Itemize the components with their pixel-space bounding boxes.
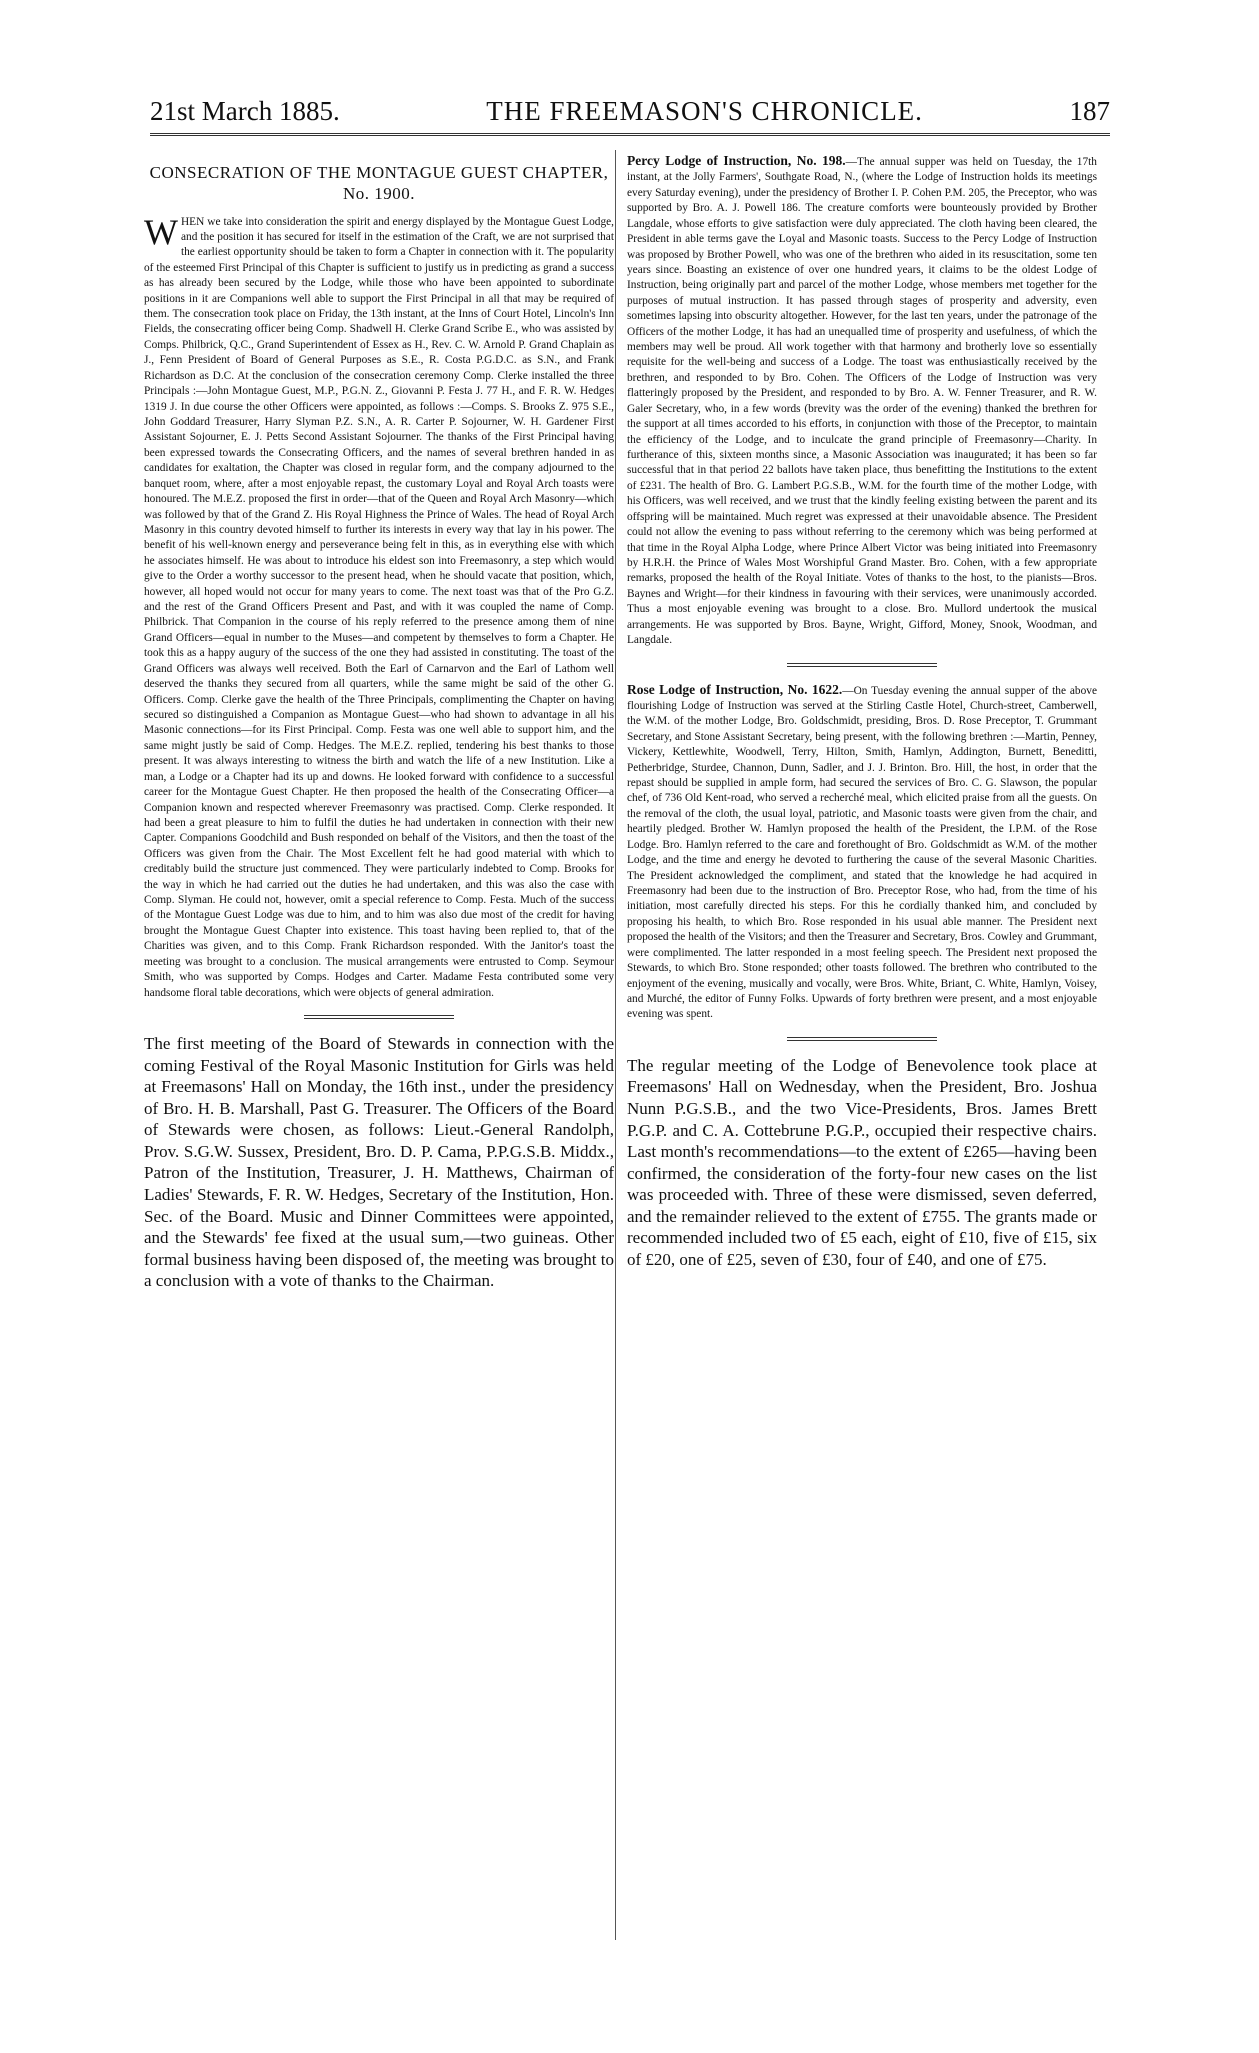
section-rule (304, 1015, 454, 1019)
board-of-stewards-article: The first meeting of the Board of Stewards in connection with the coming Festival of the Royal Masonic Institution for Girls was held at Freemasons' Hall on Monday, the 16th inst., under the presidency of Bro. H. B. Marshall, Past G. Treasurer. The Officers of the Board of Stewards were chosen, as follows: Lieut.-General Randolph, Prov. S.G.W. Sussex, President, Bro. D. P. Cama, P.P.G.S.B. Middx., Patron of the Institution, Treasurer, J. H. Matthews, Chairman of Ladies' Stewards, F. R. W. Hedges, Secretary of the Institution, Hon. Sec. of the Board. Music and Dinner Committees were appointed, and the Stewards' fee fixed at the usual sum,—two guineas. Other formal business having been disposed of, the meeting was brought to a conclusion with a vote of thanks to the Chairman. (144, 1034, 614, 1291)
percy-lodge-text: —The annual supper was held on Tuesday, the 17th instant, at the Jolly Farmers', Southgate Road, N., (where the Lodge of Instruction holds its meetings every Saturday evening), under the presidency of Brother I. P. Cohen P.M. 205, the Preceptor, who was supported by Bro. A. J. Powell 186. The creature comforts were bounteously provided by Brother Langdale, whose efforts to give satisfaction were duly appreciated. The cloth having been cleared, the President in able terms gave the Loyal and Masonic toasts. Success to the Percy Lodge of Instruction was proposed by Brother Powell, who was one of the brethren who aided in its resuscitation, some ten years since. Boasting an existence of over one hundred years, it claims to be the oldest Lodge of Instruction, being originally part and parcel of the mother Lodge, whose members met together for the purposes of mutual instruction. It has passed through stages of prosperity and adversity, even sometimes lapsing into obscurity altogether. However, for the last ten years, under the patronage of the Officers of the mother Lodge, it has had an unequalled time of prosperity and usefulness, of which the members may well be proud. All work together with that harmony and brotherly love so essentially requisite for the well-being and success of a Lodge. The toast was enthusiastically received by the brethren, and responded to by Bro. Cohen. The Officers of the Lodge of Instruction was very flatteringly proposed by the President, and responded to by Bro. A. W. Fenner Treasurer, and R. W. Galer Secretary, who, in a few words (brevity was the order of the evening) thanked the brethren for the support at all times accorded to his efforts, in conjunction with those of the Preceptor, to maintain the efficiency of the Lodge, and to inculcate the grand principle of Freemasonry—Charity. In furtherance of this, sixteen months since, a Masonic Association was inaugurated; it has been so far successful that in that period 22 ballots have taken place, thus benefitting the Institutions to the extent of £231. The health of Bro. G. Lambert P.G.S.B., W.M. for the fourth time of the mother Lodge, with his Officers, was well received, and we trust that the kindly feeling existing between the parent and its offspring will be maintained. Much regret was expressed at their unavoidable absence. The President could not allow the evening to pass without referring to the ceremony which was being performed at that time in the Royal Alpha Lodge, where Prince Albert Victor was being initiated into Freemasonry by H.R.H. the Prince of Wales Most Worshipful Grand Master. Bro. Cohen, with a few appropriate remarks, proposed the health of the Royal Initiate. Votes of thanks to the host, to the pianists—Bros. Baynes and Wright—for their kindness in favouring with their services, were unanimously accorded. Thus a most enjoyable evening was brought to a close. Bro. Mullord undertook the musical arrangements. He was supported by Bros. Bayne, Wright, Gifford, Money, Snook, Woodman, and Langdale. (627, 156, 1097, 647)
rose-lodge-article (627, 681, 1097, 1023)
page-header (150, 96, 1110, 136)
issue-date: 21st March 1885. (150, 96, 340, 126)
percy-lodge-article (627, 152, 1097, 649)
section-rule (787, 663, 937, 667)
rose-lodge-heading: Rose Lodge of Instruction, No. 1622. (627, 681, 843, 697)
section-rule (787, 1037, 937, 1041)
rose-lodge-text: —On Tuesday evening the annual supper of the above flourishing Lodge of Instruction was served at the Stirling Castle Hotel, Church-street, Camberwell, the W.M. of the mother Lodge, Bro. Goldschmidt, presiding, Bros. D. Rose Preceptor, T. Grummant Secretary, and Stone Assistant Secretary, being present, with the following brethren :—Martin, Penney, Vickery, Kettlewhite, Woodwell, Terry, Hilton, Smith, Hamlyn, Addington, Burnett, Beneditti, Petherbridge, Sturdee, Channon, Dunn, Sadler, and J. J. Brinton. Bro. Hill, the host, in order that the repast should be supplied in ample form, had secured the services of Bro. C. G. Slawson, the popular chef, of 736 Old Kent-road, who served a recherché meal, which elicited praise from all the guests. On the removal of the cloth, the usual loyal, patriotic, and Masonic toasts were given from the chair, and heartily pledged. Brother W. Hamlyn proposed the health of the President, the I.P.M. of the Rose Lodge. Bro. Hamlyn referred to the care and forethought of Bro. Goldschmidt as W.M. of the mother Lodge, and the time and energy he devoted to furthering the cause of the several Masonic Charities. The President acknowledged the compliment, and stated that the knowledge he had acquired in Freemasonry had been due to the instruction of Bro. Preceptor Rose, who had, from the time of his initiation, most carefully directed his steps. For this he cordially thanked him, and concluded by proposing his health, to which Bro. Rose responded in his usual able manner. The President next proposed the health of the Visitors; and then the Treasurer and Secretary, Bros. Cowley and Grummant, were complimented. The latter responded in a most feeling speech. The President next proposed the Stewards, to which Bro. Stone responded; other toasts followed. The brethren who contributed to the enjoyment of the evening, musically and vocally, were Bros. White, Briant, C. White, Hamlyn, Voisey, and Murché, the editor of Funny Folks. Upwards of forty brethren were present, and a most enjoyable evening was spent. (627, 684, 1097, 1021)
right-column (627, 152, 1097, 1271)
consecration-article (144, 211, 614, 1002)
left-column (144, 152, 614, 1292)
page-number: 187 (1069, 96, 1110, 126)
lodge-of-benevolence-article: The regular meeting of the Lodge of Benevolence took place at Freemasons' Hall on Wednesday, when the President, Bro. Joshua Nunn P.G.S.B., and the two Vice-Presidents, Bros. James Brett P.G.P. and C. A. Cottebrune P.G.P., occupied their respective chairs. Last month's recommendations—to the extent of £265—having been confirmed, the consideration of the forty-four new cases on the list was proceeded with. Three of these were dismissed, seven deferred, and the remainder relieved to the extent of £755. The grants made or recommended included two of £5 each, eight of £10, five of £15, six of £20, one of £25, seven of £30, four of £40, and one of £75. (627, 1055, 1097, 1269)
consecration-article-text: HEN we take into consideration the spirit and energy displayed by the Montague Guest Lodge, and the position it has secured for itself in the estimation of the Craft, we are not surprised that the earliest opportunity should be taken to form a Chapter in connection with it. The popularity of the esteemed First Principal of this Chapter is sufficient to justify us in predicting as grand a success as has already been secured by the Lodge, while those who have been appointed to subordinate positions in it are Companions well able to support the First Principal in all that may be required of them. The consecration took place on Friday, the 13th instant, at the Inns of Court Hotel, Lincoln's Inn Fields, the consecrating officer being Comp. Shadwell H. Clerke Grand Scribe E., who was assisted by Comps. Philbrick, Q.C., Grand Superintendent of Essex as H., Rev. C. W. Arnold P. Grand Chaplain as J., Fenn President of Board of General Purposes as S.E., R. Costa P.G.D.C. as S.N., and Frank Richardson as D.C. At the conclusion of the consecration ceremony Comp. Clerke installed the three Principals :—John Montague Guest, M.P., P.G.N. Z., Giovanni P. Festa J. 77 H., and F. R. W. Hedges 1319 J. In due course the other Officers were appointed, as follows :—Comps. S. Brooks Z. 975 S.E., John Goddard Treasurer, Harry Slyman P.Z. S.N., A. R. Carter P. Sojourner, W. H. Gardener First Assistant Sojourner, E. J. Petts Second Assistant Sojourner. The thanks of the First Principal having been expressed towards the Consecrating Officers, and the names of several brethren handed in as candidates for exaltation, the Chapter was closed in regular form, and the company adjourned to the banquet room, where, after a most enjoyable repast, the customary Loyal and Royal Arch toasts were honoured. The M.E.Z. proposed the first in order—that of the Queen and Royal Arch Masonry—which was followed by that of the Grand Z. His Royal Highness the Prince of Wales. The head of Royal Arch Masonry in this country devoted himself to further its interests in every way that lay in his power. The benefit of his well-known energy and perseverance being felt in this, as in everything else with which he associates himself. He was about to introduce his eldest son into Freemasonry, a step which would give to the Order a worthy successor to the present head, when he should vacate that position, which, however, all hoped would not occur for many years to come. The next toast was that of the Pro G.Z. and the rest of the Grand Officers Present and Past, and with it was coupled the name of Comp. Philbrick. That Companion in the course of his reply referred to the presence among them of nine Grand Officers—equal in number to the Muses—and competent by themselves to form a Chapter. He took this as a happy augury of the success of the one they had assisted in constituting. The toast of the Grand Officers was always well received. Both the Earl of Carnarvon and the Earl of Lathom well deserved the thanks they secured from all quarters, while the same might be said of the other G. Officers. Comp. Clerke gave the health of the Three Principals, complimenting the Chapter on having secured so distinguished a Companion as Montague Guest—who had shown to advantage in all his Masonic connections—for its First Principal. Comp. Festa was one well able to support him, and the same might justly be said of Comp. Hedges. The M.E.Z. replied, tendering his best thanks to those present. It was always interesting to witness the birth and watch the life of a new Institution. Like a man, a Lodge or a Chapter had its up and downs. He looked forward with confidence to a successful career for the Montague Guest Chapter. He then proposed the health of the Consecrating Officer—a Companion known and respected wherever Freemasonry was practised. Comp. Clerke responded. It had been a great pleasure to him to fulfil the duties he had undertaken in connection with their new Capter. Companions Goodchild and Bush responded on behalf of the Visitors, and then the toast of the Officers was given from the Chair. The Most Excellent felt he had good material with which to creditably build the structure just commenced. They were particularly indebted to Comp. Brooks for the way in which he had carried out the duties he had undertaken, and this was also the case with Comp. Slyman. He could not, however, omit a special reference to Comp. Festa. Much of the success of the Montague Guest Lodge was due to him, and to him was also due most of the credit for having brought the Montague Guest Chapter into existence. This toast having been replied to, that of the Charities was given, and to this Comp. Frank Richardson responded. With the Janitor's toast the meeting was brought to a conclusion. The musical arrangements were entrusted to Comp. Seymour Smith, who was supported by Comps. Hodges and Carter. Madame Festa contributed some very handsome floral table decorations, which were objects of general admiration. (144, 215, 614, 999)
article-headline: CONSECRATION OF THE MONTAGUE GUEST CHAPTER, No. 1900. (149, 163, 609, 204)
publication-title: THE FREEMASON'S CHRONICLE. (486, 96, 923, 126)
percy-lodge-heading: Percy Lodge of Instruction, No. 198. (627, 153, 846, 168)
drop-cap: W (144, 211, 178, 252)
column-divider (615, 150, 616, 1940)
